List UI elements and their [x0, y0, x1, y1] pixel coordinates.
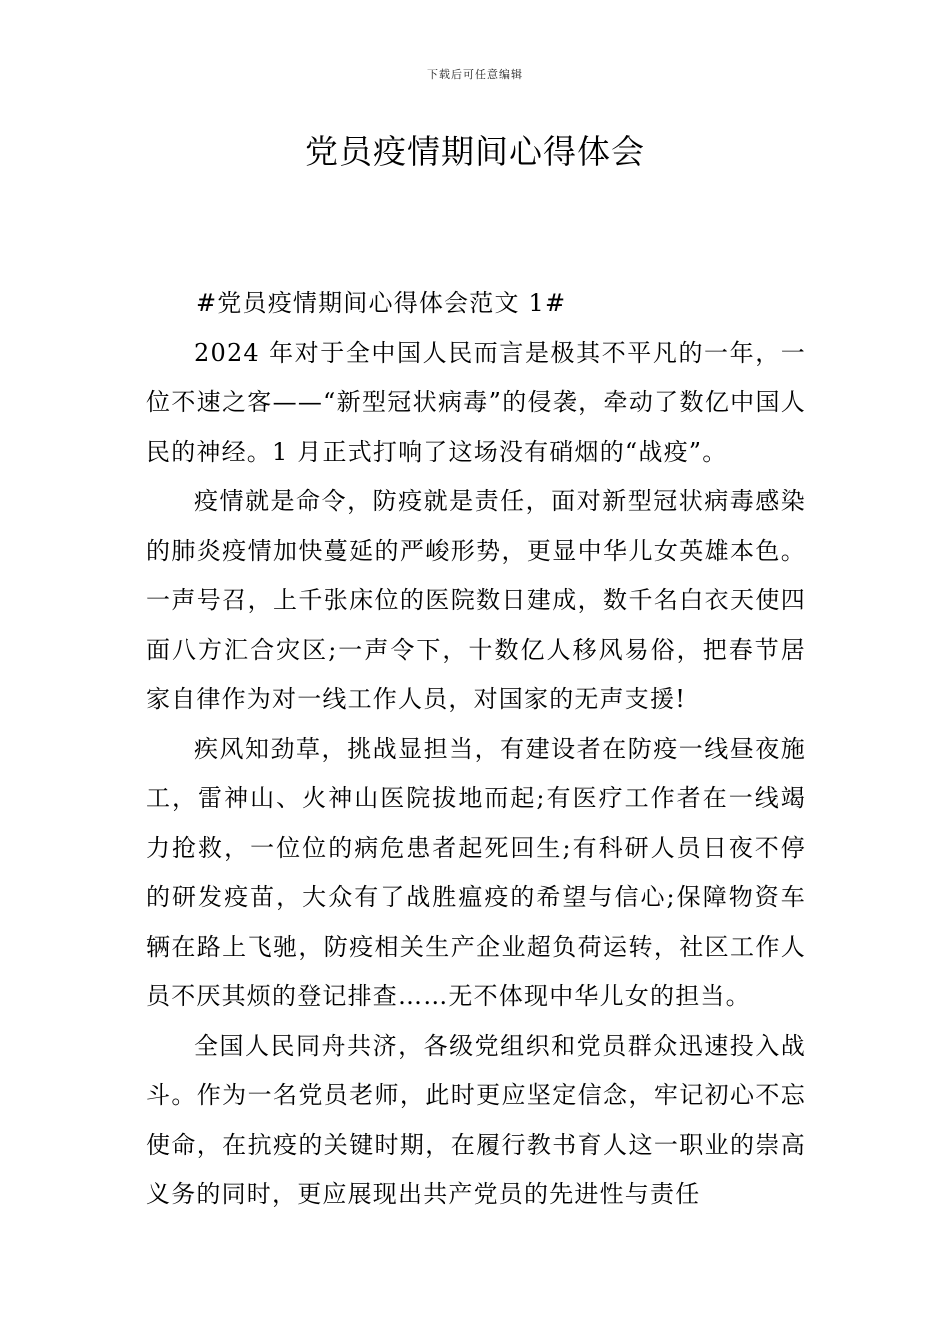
paragraph-3: 疾风知劲草，挑战显担当，有建设者在防疫一线昼夜施工，雷神山、火神山医院拔地而起;有医疗工作者在一线竭力抢救，一位位的病危患者起死回生;有科研人员日夜不停的研发疫苗，大众有了战胜瘟疫的希望与信心;保障物资车辆在路上飞驰，防疫相关生产企业超负荷运转，社区工作人员不厌其烦的登记排查……无不体现中华儿女的担当。	[146, 734, 806, 1010]
paragraph-4: 全国人民同舟共济，各级党组织和党员群众迅速投入战斗。作为一名党员老师，此时更应坚定信念，牢记初心不忘使命，在抗疫的关键时期，在履行教书育人这一职业的崇高义务的同时，更应展现出共产党员的先进性与责任	[146, 1031, 806, 1208]
paragraph-1: 2024 年对于全中国人民而言是极其不平凡的一年，一位不速之客——“新型冠状病毒”的侵袭，牵动了数亿中国人民的神经。1 月正式打响了这场没有硝烟的“战疫”。	[146, 338, 806, 466]
section-heading: #党员疫情期间心得体会范文 1#	[196, 289, 567, 317]
document-title: 党员疫情期间心得体会	[305, 132, 645, 171]
header-note: 下载后可任意编辑	[427, 68, 523, 81]
paragraph-2: 疫情就是命令，防疫就是责任，面对新型冠状病毒感染的肺炎疫情加快蔓延的严峻形势，更显中华儿女英雄本色。一声号召，上千张床位的医院数日建成，数千名白衣天使四面八方汇合灾区;一声令下，十数亿人移风易俗，把春节居家自律作为对一线工作人员，对国家的无声支援!	[146, 487, 806, 713]
document-body	[146, 279, 806, 1220]
